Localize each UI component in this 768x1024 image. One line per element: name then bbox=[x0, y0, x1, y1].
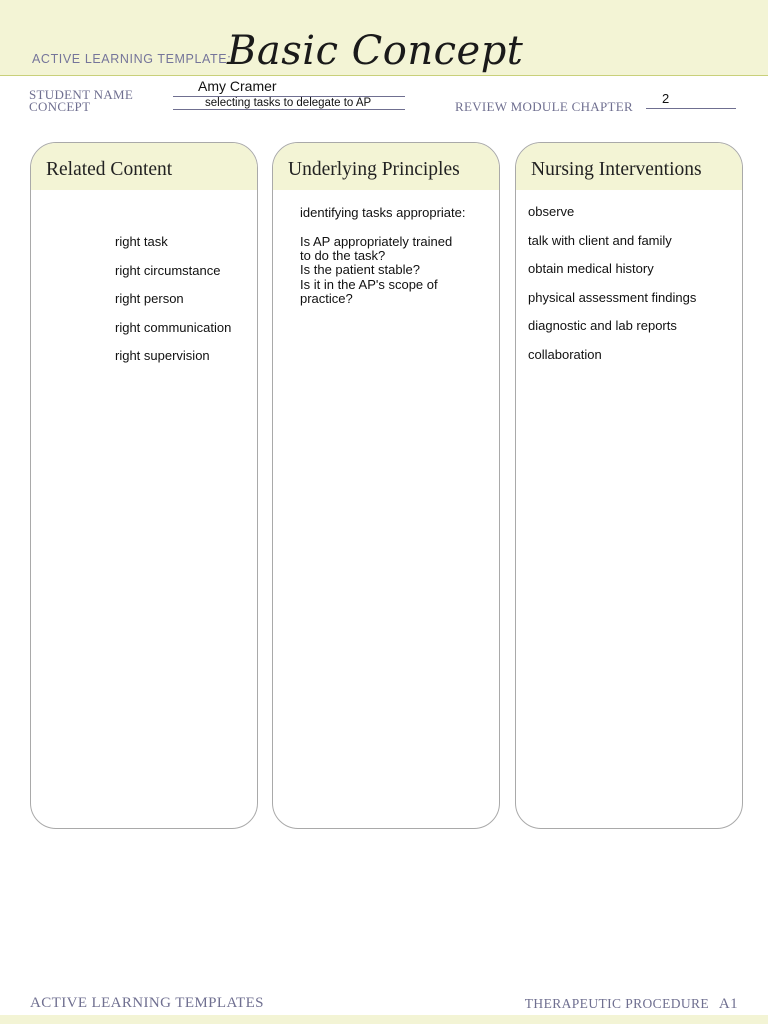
related-item: right person bbox=[115, 291, 184, 306]
footer-band bbox=[0, 1015, 768, 1024]
nursing-interventions-panel bbox=[515, 142, 743, 829]
intervention-item: observe bbox=[528, 204, 575, 219]
principles-intro: identifying tasks appropriate: bbox=[300, 205, 466, 220]
footer-section: THERAPEUTIC PROCEDURE bbox=[524, 996, 710, 1011]
principles-line: to do the task? bbox=[300, 248, 386, 263]
principles-line: Is it in the AP's scope of bbox=[300, 277, 438, 292]
related-content-panel bbox=[30, 142, 258, 829]
underlying-principles-title: Underlying Principles bbox=[288, 159, 460, 180]
related-item: right communication bbox=[115, 320, 232, 335]
template-name: Basic Concept bbox=[227, 28, 524, 74]
underlying-principles-panel bbox=[272, 142, 500, 829]
intervention-item: talk with client and family bbox=[528, 233, 672, 248]
nursing-interventions-title: Nursing Interventions bbox=[531, 159, 702, 180]
footer-left-label: ACTIVE LEARNING TEMPLATES bbox=[30, 995, 264, 1011]
related-content-title: Related Content bbox=[46, 159, 173, 180]
template-label: ACTIVE LEARNING TEMPLATE: bbox=[32, 52, 232, 66]
student-name-label: STUDENT NAME bbox=[29, 87, 134, 102]
related-item: right circumstance bbox=[115, 263, 221, 278]
student-name-value[interactable]: Amy Cramer bbox=[198, 78, 277, 94]
principles-line: Is AP appropriately trained bbox=[300, 234, 453, 249]
concept-label: CONCEPT bbox=[29, 99, 91, 114]
related-item: right task bbox=[115, 234, 168, 249]
intervention-item: diagnostic and lab reports bbox=[528, 318, 677, 333]
concept-underline bbox=[173, 109, 405, 110]
related-content-header bbox=[31, 143, 257, 190]
footer-right-label bbox=[525, 996, 738, 1013]
nursing-interventions-header bbox=[516, 143, 742, 190]
related-item: right supervision bbox=[115, 348, 210, 363]
concept-value[interactable]: selecting tasks to delegate to AP bbox=[205, 97, 372, 109]
review-module-value[interactable]: 2 bbox=[662, 91, 670, 106]
principles-line: practice? bbox=[300, 291, 353, 306]
review-module-underline bbox=[646, 108, 736, 109]
principles-line: Is the patient stable? bbox=[300, 262, 420, 277]
underlying-principles-header bbox=[273, 143, 499, 190]
intervention-item: obtain medical history bbox=[528, 261, 654, 276]
intervention-item: collaboration bbox=[528, 347, 602, 362]
review-module-label: REVIEW MODULE CHAPTER bbox=[455, 99, 633, 114]
intervention-item: physical assessment findings bbox=[528, 290, 697, 305]
footer-page-code: A1 bbox=[718, 996, 738, 1012]
